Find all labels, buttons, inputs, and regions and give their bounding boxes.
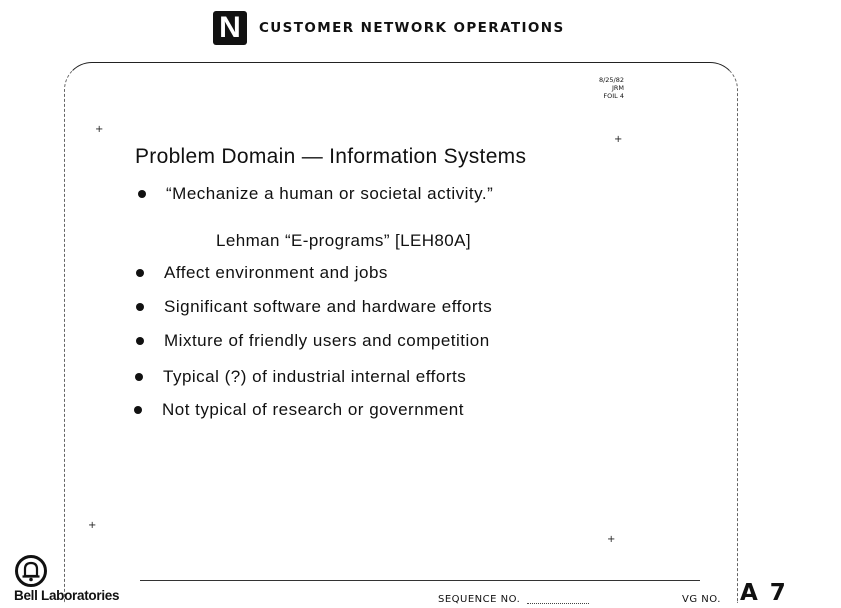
bullet-icon — [136, 337, 144, 345]
bullet-item — [136, 297, 492, 317]
bullet-item — [136, 331, 490, 351]
bullet-icon — [138, 190, 146, 198]
foil-number: FOIL 4 — [603, 92, 624, 100]
registration-mark-icon: + — [614, 134, 623, 145]
bullet-item — [138, 184, 493, 204]
company-name: Bell Laboratories — [14, 588, 120, 603]
registration-mark-icon: + — [607, 534, 616, 545]
foil-date: 8/25/82 — [598, 76, 624, 84]
bullet-icon — [136, 269, 144, 277]
bullet-item — [134, 400, 464, 420]
bullet-text: Significant software and hardware efforts — [164, 297, 493, 316]
header-title: CUSTOMER NETWORK OPERATIONS — [259, 20, 565, 36]
bullet-text: Typical (?) of industrial internal efforts — [163, 367, 467, 386]
foil-author: JRM — [611, 84, 624, 92]
logo-letter: N — [219, 11, 241, 44]
bell-logo-icon — [14, 554, 48, 588]
bullet-text: Affect environment and jobs — [164, 263, 388, 282]
sequence-number-label: SEQUENCE NO. — [438, 594, 521, 605]
bullet-item — [136, 263, 388, 283]
vg-number-value: A 7 — [740, 580, 788, 606]
bullet-text: Not typical of research or government — [162, 400, 464, 419]
bullet-text: Mixture of friendly users and competition — [164, 331, 490, 350]
bullet-icon — [135, 373, 143, 381]
bullet-icon — [134, 406, 142, 414]
registration-mark-icon: + — [95, 124, 104, 135]
sequence-number-blank — [527, 603, 589, 604]
bullet-text: “Mechanize a human or societal activity.” — [166, 184, 494, 203]
document-header — [213, 10, 565, 46]
registration-mark-icon: + — [88, 520, 97, 531]
bullet-subline: Lehman “E-programs” [LEH80A] — [216, 231, 471, 250]
bullet-icon — [136, 303, 144, 311]
vg-number-label: VG NO. — [682, 594, 721, 605]
slide-title: Problem Domain — Information Systems — [135, 145, 527, 168]
bullet-item — [135, 367, 466, 387]
foil-meta — [580, 76, 624, 100]
footer-divider — [140, 580, 700, 581]
network-operations-logo — [213, 11, 247, 45]
